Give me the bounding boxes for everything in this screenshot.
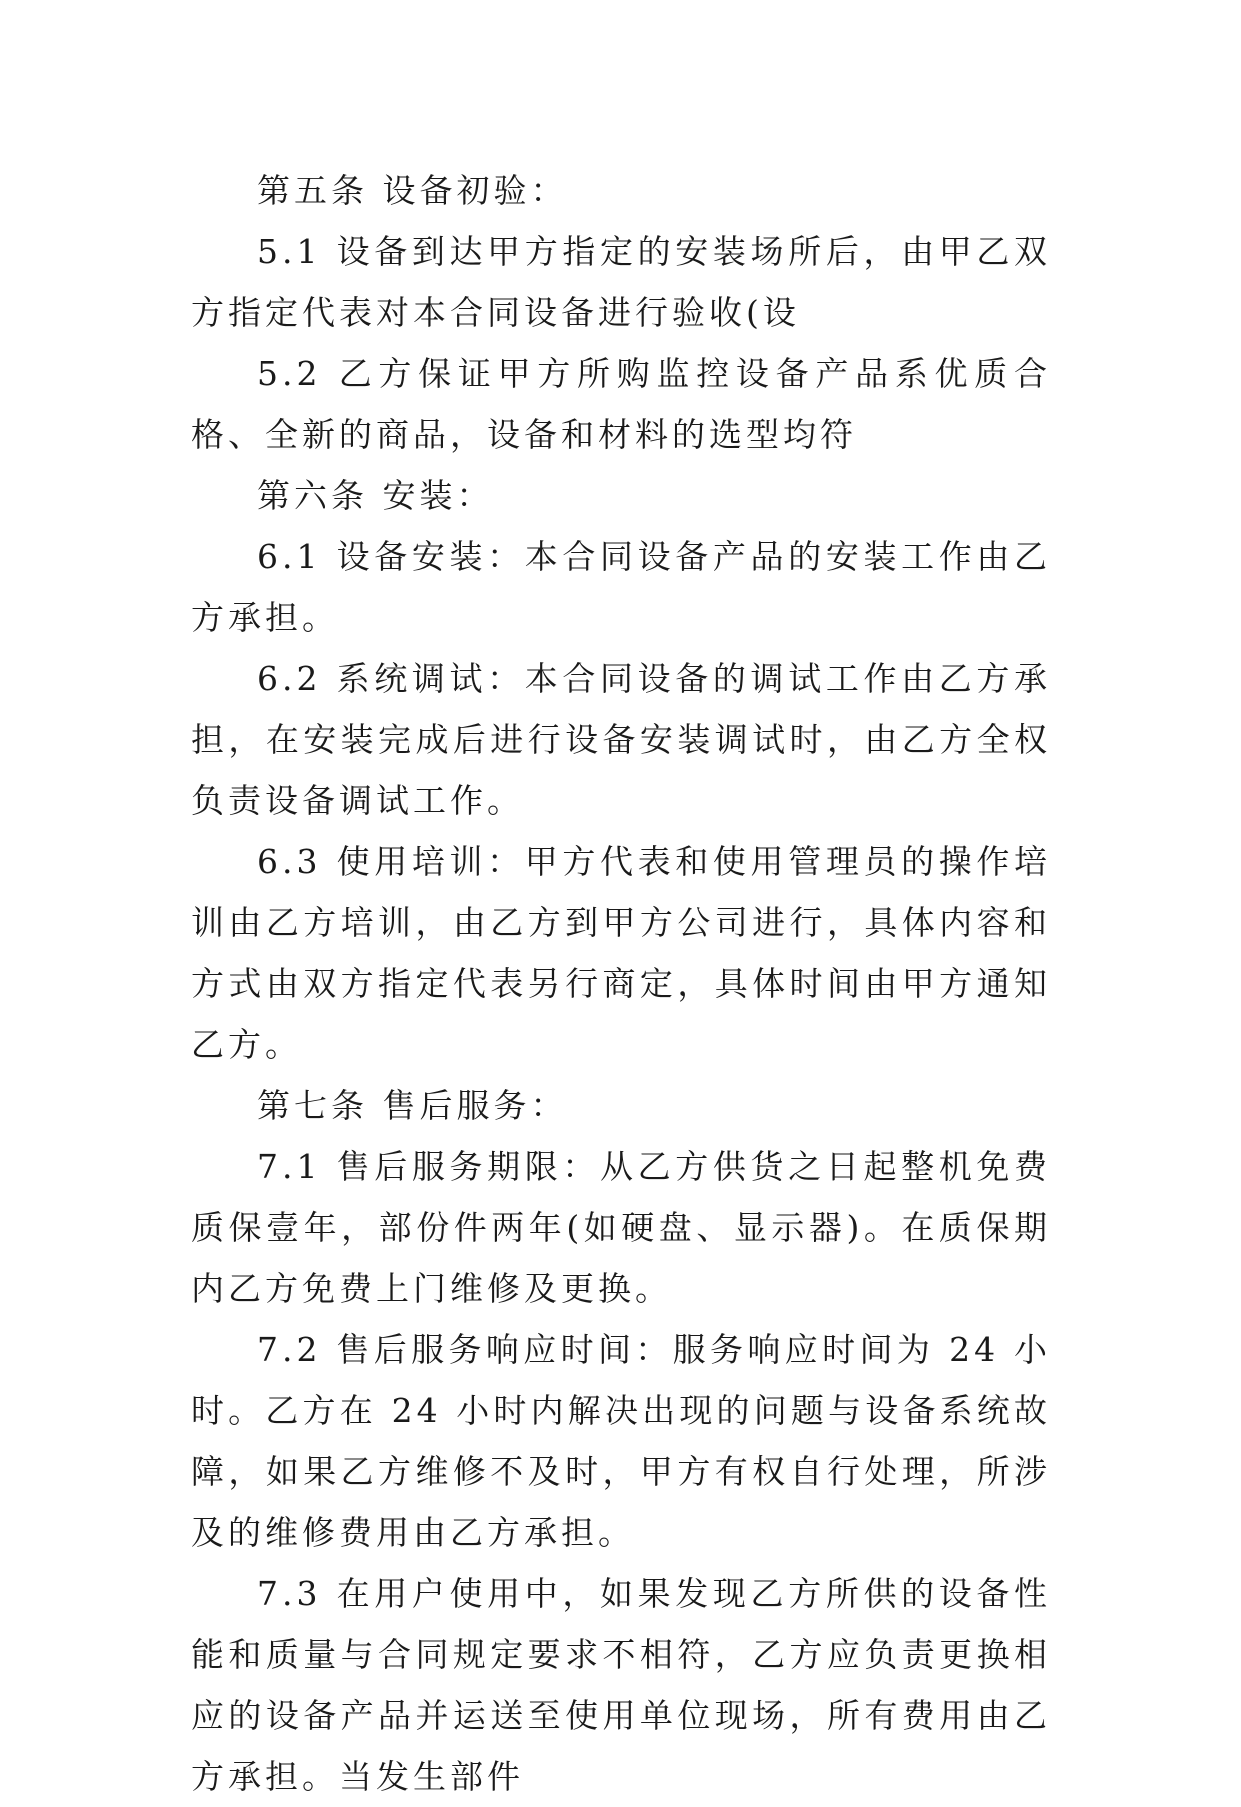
clause-7-1: 7.1 售后服务期限：从乙方供货之日起整机免费质保壹年，部份件两年(如硬盘、显示器)。在质保期内乙方免费上门维修及更换。 bbox=[191, 1147, 1051, 1308]
article-7-heading: 第七条 售后服务： bbox=[257, 1086, 568, 1125]
clause-5-1: 5.1 设备到达甲方指定的安装场所后，由甲乙双方指定代表对本合同设备进行验收(设 bbox=[191, 232, 1051, 332]
article-5-heading: 第五条 设备初验： bbox=[257, 171, 568, 210]
article-6-heading: 第六条 安装： bbox=[257, 476, 494, 515]
clause-6-1: 6.1 设备安装：本合同设备产品的安装工作由乙方承担。 bbox=[191, 537, 1051, 637]
clause-7-2: 7.2 售后服务响应时间：服务响应时间为 24 小时。乙方在 24 小时内解决出现的问题与设备系统故障，如果乙方维修不及时，甲方有权自行处理，所涉及的维修费用由乙方承担。 bbox=[191, 1330, 1051, 1552]
clause-6-2: 6.2 系统调试：本合同设备的调试工作由乙方承担，在安装完成后进行设备安装调试时，由乙方全权负责设备调试工作。 bbox=[191, 659, 1051, 820]
clause-5-2: 5.2 乙方保证甲方所购监控设备产品系优质合格、全新的商品，设备和材料的选型均符 bbox=[191, 354, 1051, 454]
document-body bbox=[191, 160, 1051, 1807]
clause-7-3: 7.3 在用户使用中，如果发现乙方所供的设备性能和质量与合同规定要求不相符，乙方应负责更换相应的设备产品并运送至使用单位现场，所有费用由乙方承担。当发生部件 bbox=[191, 1574, 1051, 1796]
clause-6-3: 6.3 使用培训：甲方代表和使用管理员的操作培训由乙方培训，由乙方到甲方公司进行，具体内容和方式由双方指定代表另行商定，具体时间由甲方通知乙方。 bbox=[191, 842, 1051, 1064]
